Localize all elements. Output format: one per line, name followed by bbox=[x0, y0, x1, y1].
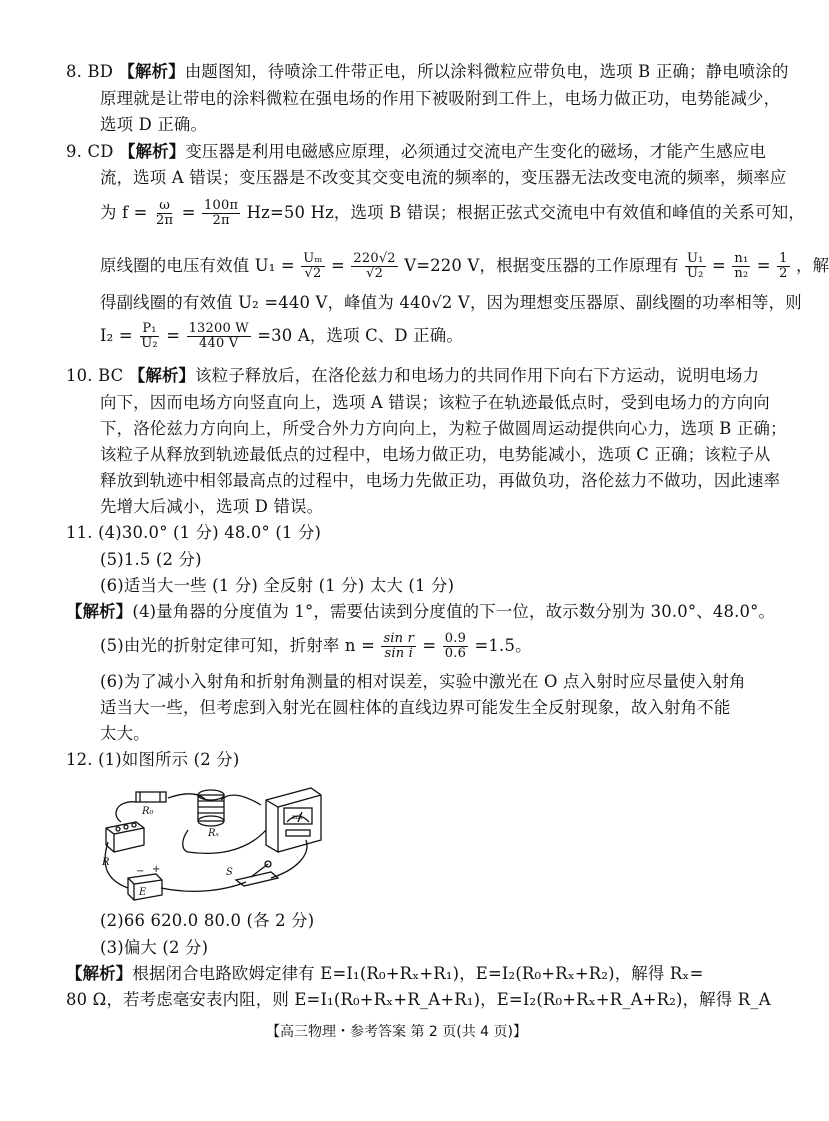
milliammeter-terminals bbox=[286, 830, 310, 836]
knob bbox=[116, 827, 120, 831]
milliammeter-edge bbox=[266, 795, 321, 807]
q12-line-3: (3)偏大 (2 分) bbox=[100, 938, 209, 957]
label-r: R bbox=[102, 857, 110, 868]
denominator: 2 bbox=[779, 266, 788, 281]
q12-line-1: 12. (1)如图所示 (2 分) bbox=[66, 750, 240, 769]
numerator: n₁ bbox=[734, 251, 749, 266]
q12-line-4: 【解析】根据闭合电路欧姆定律有 E=I₁(R₀+Rₓ+R₁)，E=I₂(R₀+Rₓ+R₂)，解得 Rₓ= bbox=[66, 964, 704, 983]
analysis-tag: 【解析】 bbox=[128, 366, 196, 385]
q11-line-2: (5)1.5 (2 分) bbox=[100, 550, 202, 569]
denominator: n₂ bbox=[734, 266, 749, 281]
numerator: sin r bbox=[383, 631, 414, 646]
q8-line-3: 选项 D 正确。 bbox=[100, 115, 208, 134]
wire bbox=[161, 882, 246, 891]
q8-line-2: 原理就是让带电的涂料微粒在强电场的作用下被吸附到工件上，电场力做正功，电势能减少， bbox=[100, 89, 781, 108]
q9-text: Hz=50 Hz，选项 B 错误；根据正弦式交流电中有效值和峰值的关系可知， bbox=[246, 203, 805, 222]
q9-text: =30 A，选项 C、D 正确。 bbox=[257, 326, 463, 345]
q9-text: I₂ = bbox=[100, 326, 133, 345]
q9-text: = bbox=[166, 326, 181, 345]
q9-text: ，解 bbox=[796, 256, 829, 275]
numerator: ω bbox=[159, 198, 171, 213]
numerator: Uₘ bbox=[303, 251, 323, 266]
q11-text: = bbox=[422, 636, 437, 655]
numerator: 0.9 bbox=[444, 631, 467, 646]
q10-line-6: 先增大后减小，选项 D 错误。 bbox=[100, 497, 324, 516]
q11-line-6: (6)为了减小入射角和折射角测量的相对误差，实验中激光在 O 点入射时应尽量使入射角 bbox=[100, 672, 746, 691]
q10-line-2: 向下，因而电场方向竖直向上，选项 A 错误；该粒子在轨迹最低点时，受到电场力的方向向 bbox=[100, 393, 770, 412]
fraction bbox=[777, 252, 789, 281]
q9-line-3 bbox=[100, 199, 805, 228]
fraction bbox=[301, 252, 324, 281]
numerator: 13200 W bbox=[188, 321, 249, 336]
label-r0: R₀ bbox=[142, 806, 154, 817]
q11-line-3: (6)适当大一些 (1 分) 全反射 (1 分) 太大 (1 分) bbox=[100, 576, 455, 595]
resistance-box bbox=[106, 822, 144, 852]
numerator: U₁ bbox=[687, 251, 704, 266]
denominator: sin i bbox=[384, 646, 413, 661]
fraction bbox=[381, 632, 416, 661]
wire bbox=[116, 802, 136, 822]
analysis-tag: 【解析】 bbox=[118, 62, 185, 81]
q10-line-1: 10. BC 【解析】该粒子释放后，在洛伦兹力和电场力的共同作用下向右下方运动，说明电场力 bbox=[66, 366, 760, 385]
circuit-diagram bbox=[96, 770, 336, 905]
analysis-tag: 【解析】 bbox=[66, 964, 133, 983]
denominator: 0.6 bbox=[444, 646, 467, 661]
page-footer: 【高三物理・参考答案 第 2 页(共 4 页)】 bbox=[266, 1024, 527, 1040]
denominator: 2π bbox=[156, 213, 174, 228]
q11-line-7: 适当大一些，但考虑到入射光在圆柱体的直线边界可能发生全反射现象，故入射角不能 bbox=[100, 698, 731, 717]
q9-text: 原线圈的电压有效值 U₁ = bbox=[100, 256, 295, 275]
numerator: P₁ bbox=[142, 321, 157, 336]
q9-text: 为 f = bbox=[100, 203, 148, 222]
fraction bbox=[685, 252, 706, 281]
q9-line-6 bbox=[100, 322, 463, 351]
label-rx: Rₓ bbox=[208, 828, 220, 839]
wire bbox=[183, 830, 266, 853]
q12-line-2: (2)66 620.0 80.0 (各 2 分) bbox=[100, 911, 315, 930]
q9-text: = bbox=[712, 256, 726, 275]
analysis-tag: 【解析】 bbox=[118, 142, 186, 161]
numerator: 1 bbox=[779, 251, 788, 266]
label-e: E bbox=[139, 887, 147, 898]
q11-line-5 bbox=[100, 632, 532, 661]
knob bbox=[124, 825, 128, 829]
fraction bbox=[187, 322, 251, 351]
denominator: √2 bbox=[304, 266, 322, 281]
q11-line-1: 11. (4)30.0° (1 分) 48.0° (1 分) bbox=[66, 523, 322, 542]
q9-text: = bbox=[331, 256, 345, 275]
q9-text: = bbox=[756, 256, 771, 275]
q11-text: =1.5。 bbox=[474, 636, 532, 655]
fraction bbox=[351, 252, 397, 281]
q9-line-4 bbox=[100, 252, 829, 281]
q10-line-5: 释放到轨迹中相邻最高点的过程中，电场力先做正功，再做负功，洛伦兹力不做功，因此速率 bbox=[100, 471, 781, 490]
q9-text: = bbox=[181, 203, 196, 222]
denominator: 2π bbox=[212, 213, 230, 228]
fraction bbox=[154, 199, 175, 228]
q11-line-8: 太大。 bbox=[100, 724, 150, 743]
label-plus: + bbox=[152, 864, 161, 875]
q8-line-1: 8. BD 【解析】由题图知，待喷涂工件带正电，所以涂料微粒应带负电，选项 B 正确；静电喷涂的 bbox=[66, 62, 789, 81]
denominator: U₂ bbox=[687, 266, 704, 281]
fraction bbox=[139, 322, 160, 351]
fraction bbox=[732, 252, 750, 281]
q9-line-5: 得副线圈的有效值 U₂ =440 V，峰值为 440√2 V，因为理想变压器原、副线圈的功率相等，则 bbox=[100, 293, 802, 312]
q9-line-2: 流，选项 A 错误；变压器是不改变其交变电流的频率的，变压器无法改变电流的频率，频率应 bbox=[100, 168, 787, 187]
label-ma: mA bbox=[292, 814, 303, 821]
denominator: √2 bbox=[366, 266, 384, 281]
q10-line-3: 下，洛伦兹力方向向上，所受合外力方向向上，为粒子做圆周运动提供向心力，选项 B 正确； bbox=[100, 419, 787, 438]
q11-text: (5)由光的折射定律可知，折射率 n = bbox=[100, 636, 376, 655]
fraction bbox=[443, 632, 468, 661]
denominator: 440 V bbox=[199, 336, 239, 351]
denominator: U₂ bbox=[141, 336, 158, 351]
label-s: S bbox=[226, 867, 233, 878]
battery-edge bbox=[128, 878, 162, 884]
q9-line-1: 9. CD 【解析】变压器是利用电磁感应原理，必须通过交流电产生变化的磁场，才能产生感应电 bbox=[66, 142, 766, 161]
label-minus: − bbox=[136, 866, 145, 877]
numerator: 220√2 bbox=[353, 251, 396, 266]
wire bbox=[221, 795, 261, 805]
knob bbox=[132, 823, 136, 827]
q10-line-4: 该粒子从释放到轨迹最低点的过程中，电场力做正功，电势能减小，选项 C 正确；该粒子从 bbox=[100, 445, 771, 464]
analysis-tag: 【解析】 bbox=[66, 602, 133, 621]
fraction bbox=[202, 199, 240, 228]
q11-line-4: 【解析】(4)量角器的分度值为 1°，需要估读到分度值的下一位，故示数分别为 30.0°、48.0°。 bbox=[66, 602, 776, 621]
q9-text: V=220 V，根据变压器的工作原理有 bbox=[404, 256, 679, 275]
numerator: 100π bbox=[204, 198, 239, 213]
q12-line-5: 80 Ω，若考虑毫安表内阻，则 E=I₁(R₀+Rₓ+R_A+R₁)，E=I₂(R₀+Rₓ+R_A+R₂)，解得 R_A bbox=[66, 990, 771, 1009]
